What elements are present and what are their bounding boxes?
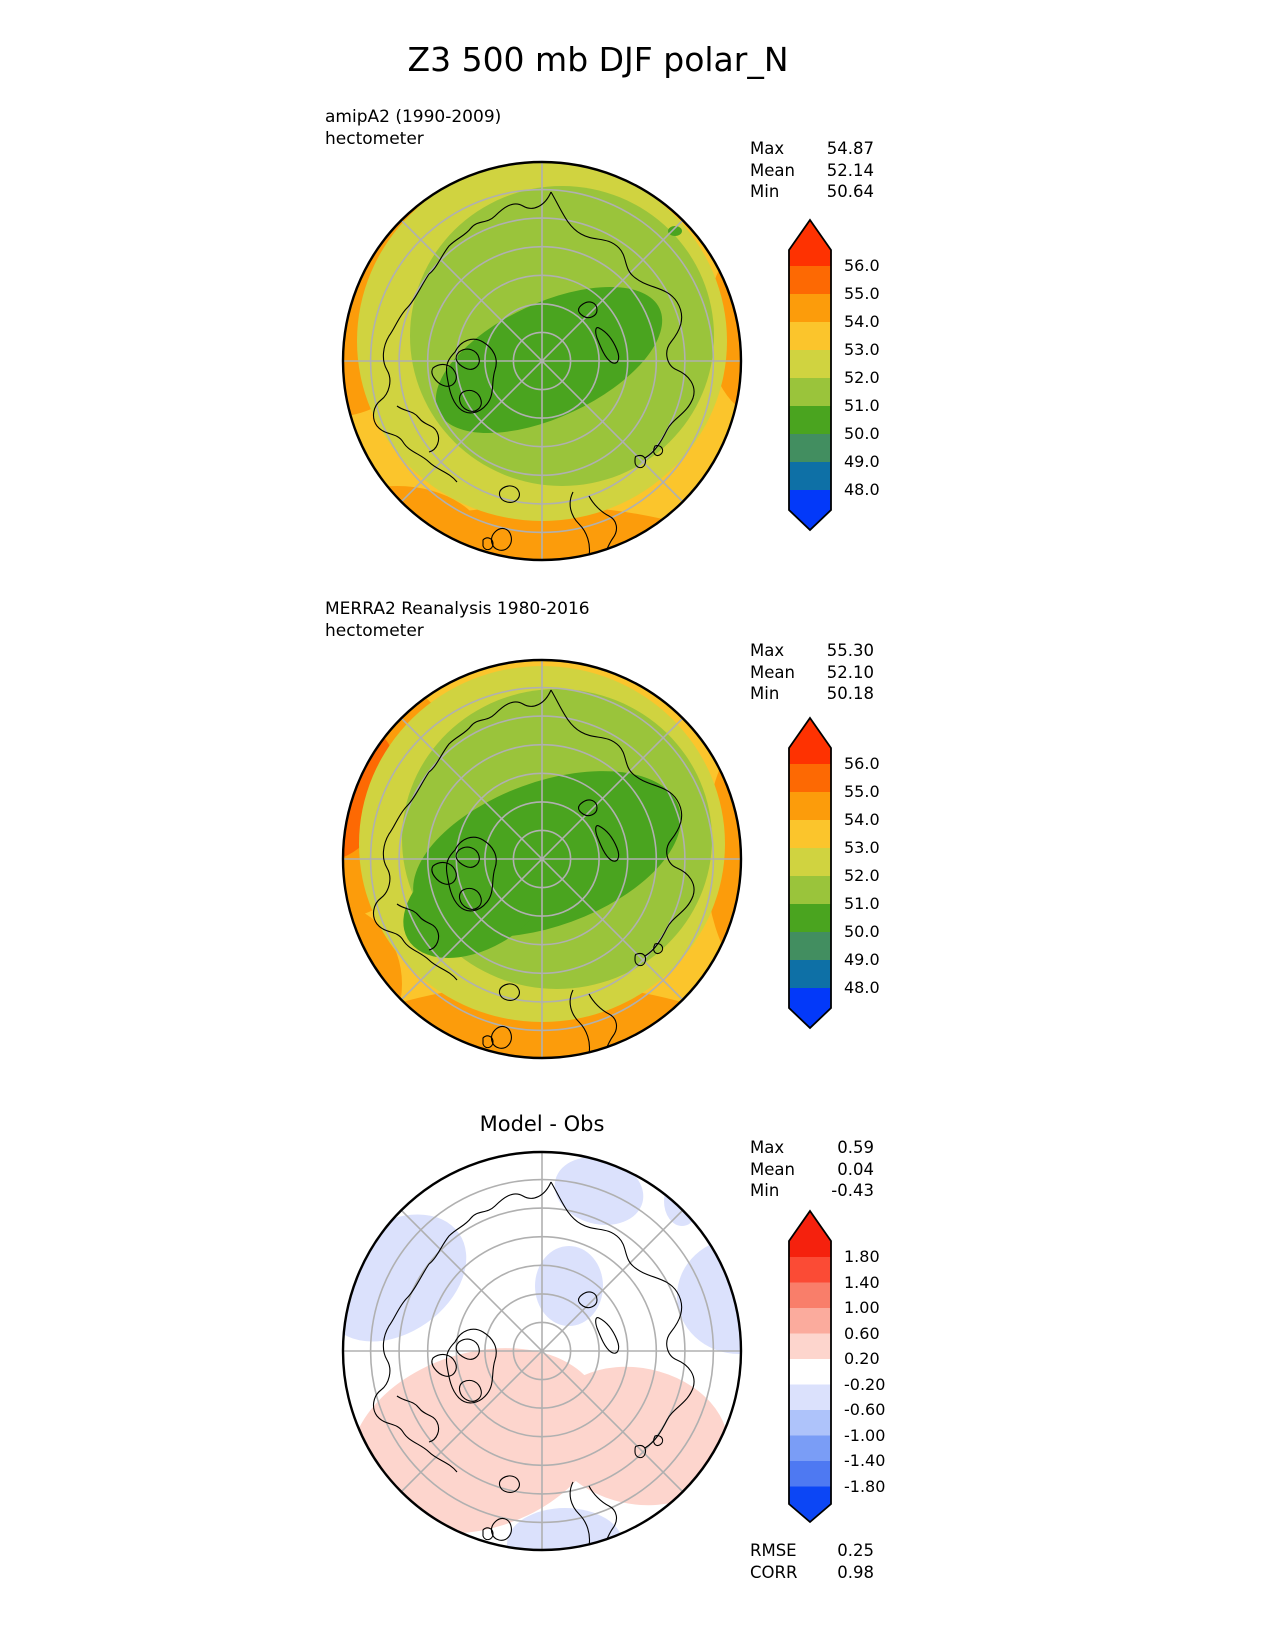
panel2-label bbox=[325, 598, 590, 642]
panel2-mean-value: 52.10 bbox=[826, 662, 874, 682]
panel1-units: hectometer bbox=[325, 129, 424, 149]
panel2-min-value: 50.18 bbox=[826, 684, 874, 703]
stat-row: Mean 0.04 bbox=[750, 1159, 874, 1179]
panel2-stats bbox=[750, 640, 874, 705]
panel2-max-value: 55.30 bbox=[826, 641, 874, 660]
stat-row: Min 50.64 bbox=[750, 182, 874, 201]
panel3-mean-value: 0.04 bbox=[837, 1159, 874, 1179]
panel3-title: Model - Obs bbox=[479, 1112, 605, 1136]
metric-row bbox=[750, 1540, 874, 1562]
colorbar-merra2 bbox=[788, 716, 938, 1032]
stat-row: Min 50.18 bbox=[750, 684, 874, 703]
rmse-value: 0.25 bbox=[837, 1541, 874, 1560]
stat-row: Mean 52.14 bbox=[750, 160, 874, 180]
panel1-min-value: 50.64 bbox=[826, 182, 874, 201]
map-merra2 bbox=[337, 654, 747, 1064]
panel1-mean-value: 52.14 bbox=[826, 160, 874, 180]
panel1-label bbox=[325, 106, 501, 150]
stat-row: Min -0.43 bbox=[750, 1181, 874, 1200]
metric-row bbox=[750, 1562, 874, 1584]
colorbar-tick-labels: 1.80 1.40 1.00 0.60 0.20 -0.20 -0.60 -1.00 -1.40 -1.80 bbox=[844, 1247, 886, 1496]
stat-row: Mean 52.10 bbox=[750, 662, 874, 682]
panel1-max-value: 54.87 bbox=[826, 139, 874, 158]
panel3-min-value: -0.43 bbox=[831, 1181, 874, 1200]
map-amipA2 bbox=[337, 156, 747, 566]
figure-title: Z3 500 mb DJF polar_N bbox=[407, 40, 789, 79]
colorbar-tick-labels: 56.0 55.0 54.0 53.0 52.0 51.0 50.0 49.0 48.0 bbox=[844, 256, 880, 499]
diff-band-negative bbox=[664, 1176, 700, 1226]
map-difference bbox=[337, 1146, 747, 1556]
stat-row: Max 54.87 bbox=[750, 139, 874, 158]
panel3-stats bbox=[750, 1137, 874, 1202]
panel2-label-line1: MERRA2 Reanalysis 1980-2016 bbox=[325, 599, 590, 619]
corr-label: CORR bbox=[750, 1562, 798, 1582]
panel3-max-value: 0.59 bbox=[837, 1138, 874, 1157]
colorbar-difference bbox=[788, 1209, 938, 1527]
panel1-label-line1: amipA2 (1990-2009) bbox=[325, 107, 502, 127]
panel3-metrics bbox=[750, 1540, 874, 1583]
corr-value: 0.98 bbox=[837, 1562, 874, 1582]
colorbar-amipA2 bbox=[788, 218, 938, 534]
stat-row: Max 55.30 bbox=[750, 641, 874, 660]
panel1-stats bbox=[750, 138, 874, 203]
panel2-units: hectometer bbox=[325, 621, 424, 641]
stat-row: Max 0.59 bbox=[750, 1138, 874, 1157]
colorbar-tick-labels: 56.0 55.0 54.0 53.0 52.0 51.0 50.0 49.0 48.0 bbox=[844, 754, 880, 997]
diff-band-negative bbox=[535, 1246, 603, 1326]
rmse-label: RMSE bbox=[750, 1541, 797, 1560]
